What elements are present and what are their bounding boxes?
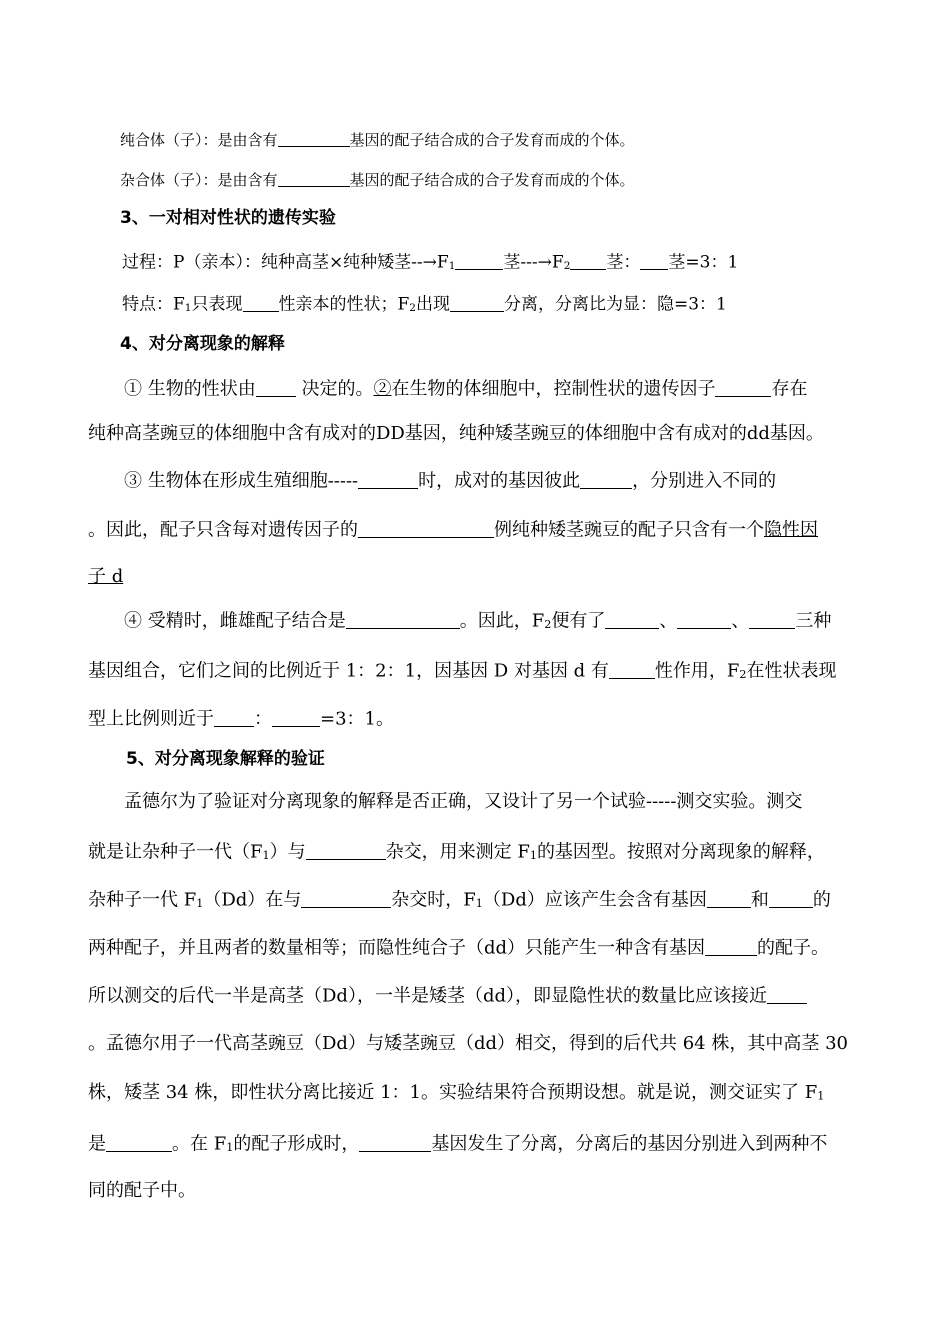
testcross-line-3 (88, 889, 831, 909)
fill-blank[interactable] (278, 171, 350, 187)
explanation-text: 决定的。 (295, 378, 374, 400)
subscript: 1 (262, 848, 270, 862)
testcross-text: 。在 F (172, 1133, 227, 1155)
explanation-point-3-line2 (88, 519, 818, 539)
fill-blank[interactable] (243, 294, 279, 312)
subscript: 1 (817, 1089, 825, 1103)
section-5-heading: 5、对分离现象解释的验证 (126, 749, 325, 769)
fill-blank[interactable] (769, 889, 813, 908)
experiment-feature (122, 294, 727, 313)
fill-blank[interactable] (640, 252, 668, 270)
fill-blank[interactable] (677, 610, 731, 629)
testcross-text: 的配子形成时， (233, 1133, 360, 1155)
fill-blank[interactable] (256, 378, 296, 397)
fill-blank[interactable] (301, 889, 391, 908)
testcross-text: ）与 (269, 841, 306, 863)
homozygote-text-b: 基因的配子结合成的合子发育而成的个体。 (349, 130, 635, 149)
explanation-text: 存在 (771, 378, 808, 400)
testcross-text: 两种配子，并且两者的数量相等；而隐性纯合子（dd）只能产生一种含有基因 (88, 937, 706, 959)
explanation-text: 三种 (795, 610, 832, 632)
explanation-text: ① 生物的性状由 (124, 378, 256, 400)
heterozygote-definition (120, 171, 635, 188)
fill-blank[interactable] (358, 519, 494, 538)
testcross-text: 和 (750, 889, 769, 911)
testcross-line-2 (88, 841, 825, 861)
subscript: 2 (739, 667, 747, 681)
testcross-text: 杂种子一代 F (88, 889, 197, 911)
subscript: 2 (409, 302, 416, 315)
testcross-text: 基因发生了分离，分离后的基因分别进入到两种不 (431, 1133, 828, 1155)
explanation-text: =3：1。 (320, 708, 394, 730)
fill-blank[interactable] (278, 131, 350, 147)
subscript: 1 (226, 1140, 234, 1154)
explanation-text: 、 (731, 610, 750, 632)
fill-blank[interactable] (359, 1133, 431, 1152)
feature-text: 出现 (416, 294, 450, 315)
section-3-heading: 3、一对相对性状的遗传实验 (120, 208, 336, 228)
testcross-line-7 (88, 1084, 824, 1102)
testcross-line-4 (88, 937, 829, 957)
explanation-point-3 (124, 470, 776, 490)
fill-blank[interactable] (450, 294, 504, 312)
fill-blank[interactable] (767, 985, 807, 1004)
explanation-text: 基因组合，它们之间的比例近于 1：2：1，因基因 D 对基因 d 有 (88, 660, 609, 682)
testcross-line-8 (88, 1133, 827, 1153)
subscript: 1 (196, 896, 204, 910)
testcross-text: （Dd）应该产生会含有基因 (482, 889, 707, 911)
explanation-text: 。因此，配子只含每对遗传因子的 (88, 519, 358, 541)
explanation-text: 。因此，F (459, 610, 545, 632)
subscript: 2 (544, 617, 552, 631)
explanation-text: 性作用，F (654, 660, 740, 682)
feature-text: 分离，分离比为显：隐=3：1 (504, 294, 727, 315)
feature-text: 性亲本的性状；F (278, 294, 410, 315)
explanation-text: 便有了 (551, 610, 606, 632)
fill-blank[interactable] (609, 660, 655, 679)
testcross-line-1: 孟德尔为了验证对分离现象的解释是否正确，又设计了另一个试验-----测交实验。测交 (124, 791, 803, 812)
fill-blank[interactable] (715, 378, 771, 397)
explanation-point-3-line3: 子 d (88, 566, 124, 587)
section-4-heading: 4、对分离现象的解释 (120, 334, 285, 354)
homozygote-text-a: 纯合体（子）：是由含有 (120, 130, 278, 149)
explanation-point-4-line2 (88, 660, 837, 680)
explanation-text: ③ 生物体在形成生殖细胞----- (124, 470, 359, 492)
fill-blank[interactable] (605, 610, 659, 629)
explanation-text: 例纯种矮茎豌豆的配子只含有一个 (494, 519, 764, 541)
testcross-text: 所以测交的后代一半是高茎（Dd），一半是矮茎（dd），即显隐性状的数量比应该接近 (88, 985, 767, 1007)
fill-blank[interactable] (106, 1133, 172, 1152)
fill-blank[interactable] (749, 610, 795, 629)
testcross-text: 的 (812, 889, 831, 911)
explanation-point-4-line3 (88, 708, 394, 728)
explanation-text: 在生物的体细胞中，控制性状的遗传因子 (391, 378, 716, 400)
process-text: 茎=3：1 (668, 252, 739, 273)
heterozygote-text-b: 基因的配子结合成的合子发育而成的个体。 (349, 170, 635, 189)
fill-blank[interactable] (705, 937, 757, 956)
fill-blank[interactable] (707, 889, 751, 908)
heterozygote-text-a: 杂合体（子）：是由含有 (120, 170, 278, 189)
homozygote-definition (120, 131, 635, 148)
process-text: 茎---→F (503, 252, 564, 273)
fill-blank[interactable] (580, 470, 632, 489)
circled-number: ② (373, 378, 392, 400)
subscript: 1 (448, 260, 456, 273)
fill-blank[interactable] (455, 252, 503, 270)
process-text: 过程：P（亲本）：纯种高茎×纯种矮茎--→F (122, 252, 449, 273)
explanation-text: ，分别进入不同的 (632, 470, 777, 492)
fill-blank[interactable] (570, 252, 606, 270)
testcross-text: 株，矮茎 34 株，即性状分离比接近 1：1。实验结果符合预期设想。就是说，测交证实了 F (88, 1082, 818, 1103)
testcross-text: 的基因型。按照对分离现象的解释， (536, 841, 825, 863)
testcross-text: 是 (88, 1133, 106, 1155)
explanation-point-1-line2: 纯种高茎豌豆的体细胞中含有成对的DD基因，纯种矮茎豌豆的体细胞中含有成对的dd基因。 (88, 423, 824, 444)
testcross-line-6: 。孟德尔用子一代高茎豌豆（Dd）与矮茎豌豆（dd）相交，得到的后代共 64 株，其中高茎 30 (88, 1033, 848, 1054)
explanation-text: 型上比例则近于 (88, 708, 214, 730)
explanation-text: 时，成对的基因彼此 (418, 470, 581, 492)
experiment-process (122, 252, 738, 271)
subscript: 1 (475, 896, 483, 910)
testcross-text: 杂交，用来测定 F (385, 841, 530, 863)
explanation-text: 在性状表现 (746, 660, 837, 682)
testcross-line-5 (88, 985, 807, 1005)
feature-text: 只表现 (191, 294, 243, 315)
testcross-text: 就是让杂种子一代（F (88, 841, 263, 863)
process-text: 茎： (606, 252, 641, 273)
subscript: 2 (563, 260, 571, 273)
feature-text: 特点：F (122, 294, 185, 315)
explanation-text: ： (254, 708, 272, 730)
testcross-line-9: 同的配子中。 (88, 1180, 196, 1201)
subscript: 1 (184, 302, 192, 315)
explanation-text: ④ 受精时，雌雄配子结合是 (124, 610, 346, 632)
explanation-point-4 (124, 610, 831, 630)
testcross-text: 杂交时，F (391, 889, 476, 911)
explanation-point-1 (124, 378, 807, 398)
underlined-term: 隐性因 (764, 519, 818, 541)
subscript: 1 (529, 848, 537, 862)
fill-blank[interactable] (306, 841, 386, 860)
explanation-text: 、 (659, 610, 678, 632)
fill-blank[interactable] (346, 610, 460, 629)
fill-blank[interactable] (214, 708, 254, 727)
testcross-text: （Dd）在与 (203, 889, 302, 911)
fill-blank[interactable] (358, 470, 418, 489)
testcross-text: 的配子。 (757, 937, 830, 959)
fill-blank[interactable] (272, 708, 320, 727)
